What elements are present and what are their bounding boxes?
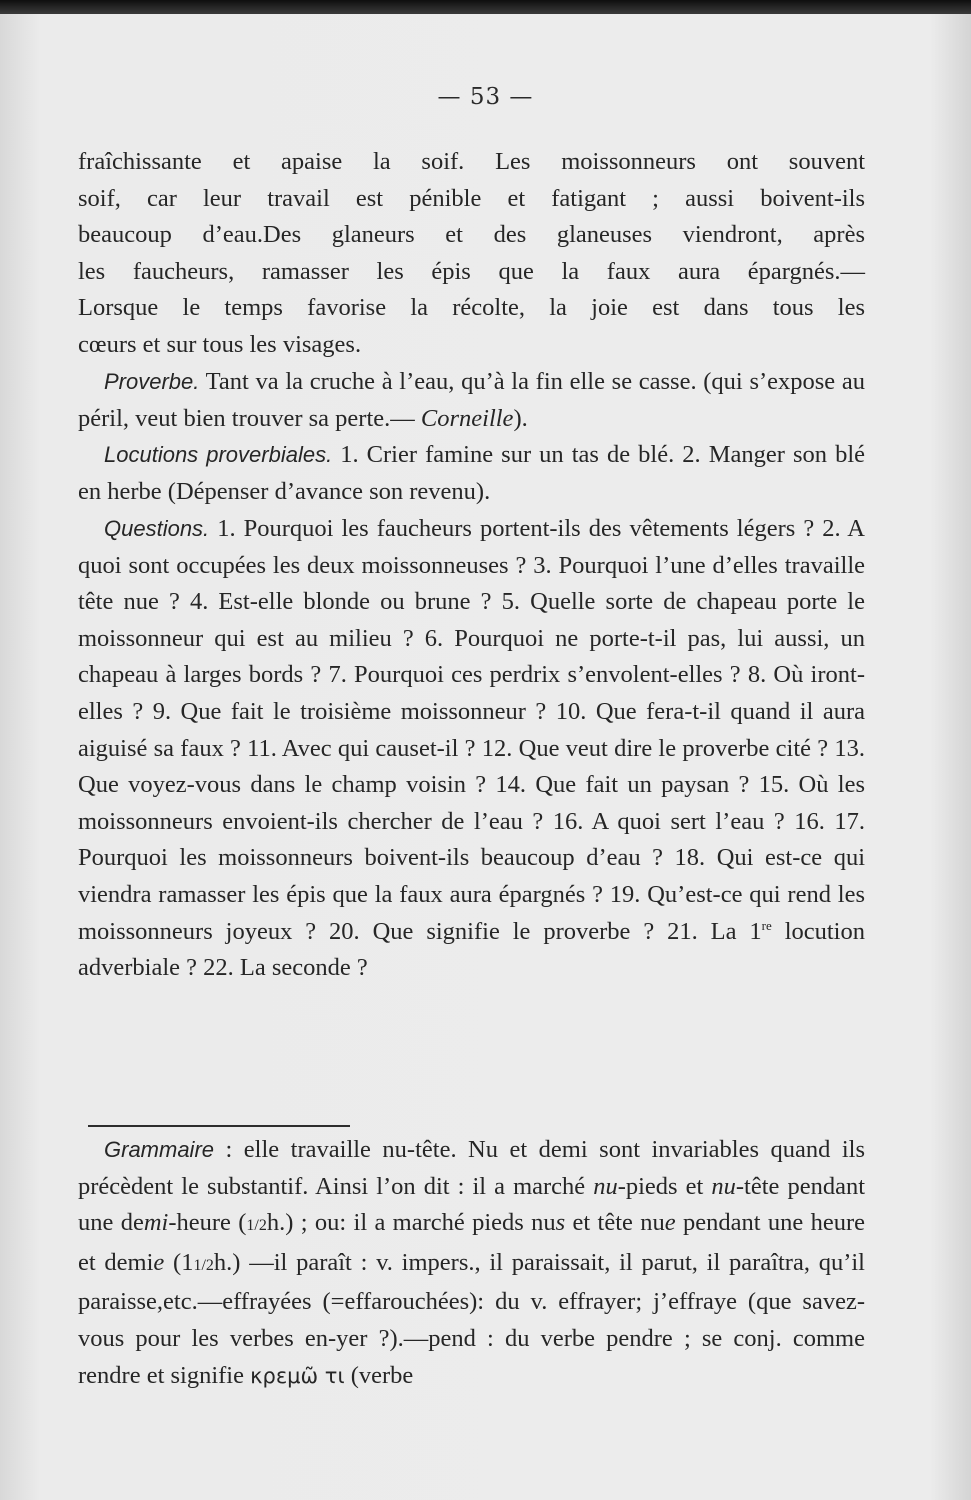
text-line: beaucoup d’eau.Des glaneurs et des glaneuses viendront, après bbox=[78, 221, 865, 249]
proverbe-label: Proverbe. bbox=[104, 369, 200, 394]
grammaire-label: Grammaire bbox=[104, 1137, 215, 1162]
questions-label: Questions. bbox=[104, 516, 210, 541]
grammaire-text: -pieds et bbox=[617, 1172, 712, 1200]
proverbe-author: Corneille bbox=[420, 404, 514, 432]
text-line: Lorsque le temps favorise la récolte, la joie est dans tous les bbox=[78, 294, 865, 322]
grammaire-text: h.) —il paraît : v. impers., il paraissait, il parut, il paraîtra, qu’il paraisse,etc.—effrayées (=effarouchées): du v. effrayer; j’effraye (que savez-vous pour les verbes en-yer ?).—pend : du verbe pendre ; se conj. comme rendre et signifie bbox=[78, 1248, 865, 1389]
grammaire-emphasis: s bbox=[555, 1209, 566, 1237]
fraction-half: 1/2 bbox=[193, 1256, 214, 1274]
text-line: soif, car leur travail est pénible et fatigant ; aussi boivent-ils bbox=[78, 184, 865, 212]
grammaire-text: : elle travaille nu-tête. Nu et demi sont invariables quand ils précèdent le substantif. Ainsi l’on dit : il a marché bbox=[78, 1136, 865, 1200]
grammaire-text: (1 bbox=[164, 1248, 194, 1276]
grammaire-emphasis: nu bbox=[711, 1172, 736, 1200]
grammaire-text: -heure ( bbox=[168, 1209, 247, 1237]
fraction-half: 1/2 bbox=[246, 1217, 267, 1235]
grammaire-emphasis: nu bbox=[593, 1172, 618, 1200]
grammaire-emphasis: mi bbox=[143, 1209, 169, 1237]
scan-top-edge bbox=[0, 0, 971, 14]
grammaire-text: (verbe bbox=[344, 1361, 414, 1389]
paragraph-questions bbox=[78, 511, 865, 987]
proverbe-text: Tant va la cruche à l’eau, qu’à la fin elle se casse. (qui s’expose au péril, veut bien trouver sa perte.— bbox=[78, 368, 865, 432]
locutions-label: Locutions proverbiales. bbox=[104, 442, 333, 467]
grammaire-text: pendant une heure et demi bbox=[78, 1209, 865, 1276]
greek-word: κρεμῶ τι bbox=[250, 1363, 345, 1388]
questions-superscript: re bbox=[761, 917, 772, 933]
text-line: les faucheurs, ramasser les épis que la faux aura épargnés.— bbox=[78, 257, 865, 285]
grammaire-emphasis: e bbox=[153, 1248, 165, 1276]
grammaire-text: h.) ; ou: il a marché pieds nu bbox=[266, 1209, 556, 1237]
proverbe-end: ). bbox=[513, 404, 528, 432]
grammaire-text: et tête nu bbox=[565, 1209, 665, 1237]
proverbe-paragraph bbox=[78, 364, 865, 437]
questions-text: 1. Pourquoi les faucheurs portent-ils des vêtements légers ? 2. A quoi sont occupées les deux moissonneuses ? 3. Pourquoi l’une d’elles travaille tête nue ? 4. Est-elle blonde ou brune ? 5. Quelle sorte de chapeau porte le moissonneur qui est au milieu ? 6. Pourquoi ne porte-t-il pas, lui aussi, un chapeau à larges bords ? 7. Pourquoi ces perdrix s’envolent-elles ? 8. Où iront-elles ? 9. Que fait le troisième moissonneur ? 10. Que fera-t-il quand il aura aiguisé sa faux ? 11. Avec qui causet-il ? 12. Que veut dire le proverbe cité ? 13. Que voyez-vous dans le champ voisin ? 14. Que fait un paysan ? 15. Où les moissonneurs envoient-ils chercher de l’eau ? 16. A quoi sert l’eau ? 16. 17. Pourquoi les moissonneurs boivent-ils beaucoup d’eau ? 18. Qui est-ce qui viendra ramasser les épis que la faux aura épargnés ? 19. Qu’est-ce qui rend les moissonneurs joyeux ? 20. Que signifie le proverbe ? 21. La 1 bbox=[78, 515, 865, 945]
paragraph-harvest-text bbox=[78, 144, 865, 364]
questions-paragraph bbox=[78, 511, 865, 987]
grammaire-paragraph bbox=[78, 1132, 865, 1394]
text-line: cœurs et sur tous les visages. bbox=[78, 330, 362, 358]
grammaire-emphasis: e bbox=[664, 1209, 676, 1237]
locutions-text: 1. Crier famine sur un tas de blé. 2. Manger son blé en herbe (Dépenser d’avance son revenu). bbox=[78, 441, 866, 505]
text-line: fraîchissante et apaise la soif. Les moissonneurs ont souvent bbox=[78, 148, 865, 175]
section-divider bbox=[88, 1125, 350, 1127]
questions-tail: locution adverbiale ? 22. La seconde ? bbox=[78, 917, 865, 982]
grammaire-text: -tête pendant une de bbox=[78, 1172, 865, 1237]
paragraph-grammaire bbox=[78, 1132, 865, 1394]
paragraph-locutions bbox=[78, 437, 865, 510]
paragraph-proverbe bbox=[78, 364, 865, 437]
page-number: — 53 — bbox=[437, 84, 534, 110]
locutions-paragraph bbox=[78, 437, 865, 510]
